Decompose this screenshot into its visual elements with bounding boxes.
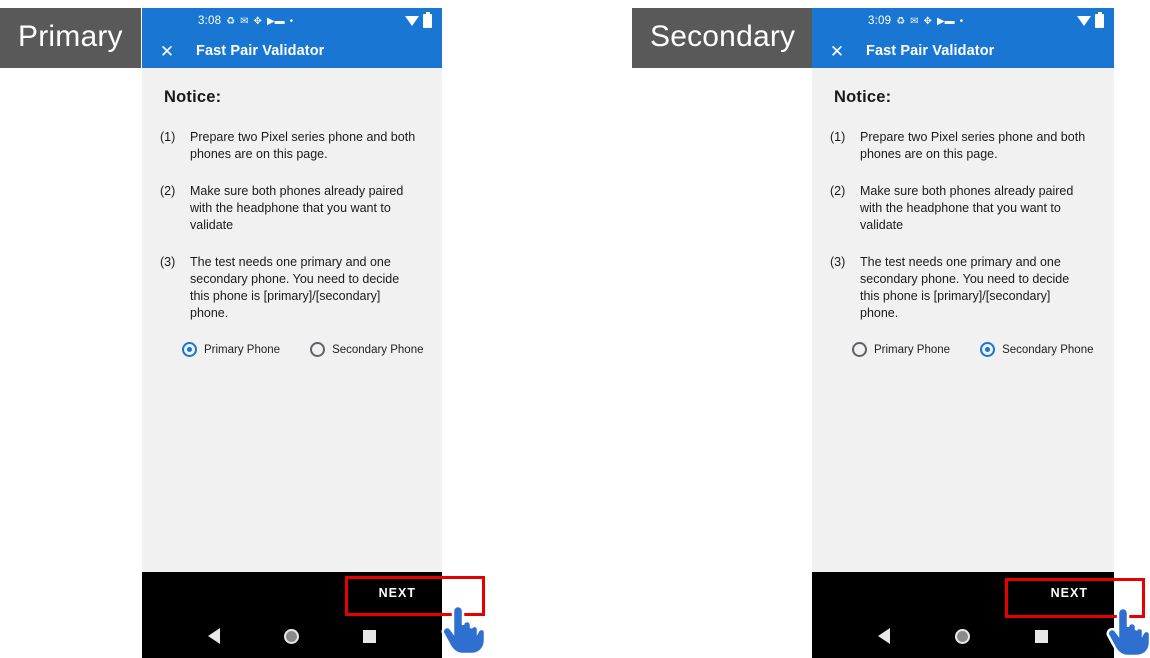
next-button[interactable]: NEXT [378, 586, 416, 600]
panel-label-text: Primary [18, 20, 123, 53]
phone-primary [142, 8, 442, 658]
step-number: (1) [160, 130, 176, 144]
recents-icon[interactable] [1035, 630, 1048, 643]
radio-button-icon[interactable] [980, 342, 995, 357]
close-icon[interactable]: ✕ [159, 41, 175, 61]
status-left-group [198, 15, 293, 27]
radio-primary-phone[interactable] [852, 342, 950, 357]
app-title: Fast Pair Validator [196, 43, 325, 59]
radio-secondary-phone[interactable] [980, 342, 1093, 357]
messages-icon: ✉ [910, 15, 919, 27]
next-row [812, 572, 1114, 614]
status-bar-secondary [812, 8, 1114, 34]
notice-step [160, 254, 424, 322]
cursor-pointer-primary [440, 598, 486, 656]
battery-icon [423, 14, 432, 28]
app-bar-secondary [812, 34, 1114, 68]
notice-step [160, 183, 424, 234]
step-text: The test needs one primary and one secondary phone. You need to decide this phone is [primary]/[secondary] phone. [860, 255, 1070, 320]
wifi-icon [405, 16, 419, 26]
step-number: (3) [830, 255, 846, 269]
status-left-group [868, 15, 963, 27]
system-navbar [142, 614, 442, 658]
panel-label-secondary [632, 8, 813, 68]
radio-label: Primary Phone [874, 343, 951, 356]
sync-icon: ♻ [226, 15, 236, 27]
bluetooth-icon: ✥ [253, 15, 262, 27]
radio-label: Secondary Phone [1002, 343, 1094, 356]
content-primary [142, 68, 442, 572]
step-number: (1) [830, 130, 846, 144]
phone-role-radio-group-secondary [830, 342, 1096, 357]
step-text: The test needs one primary and one secondary phone. You need to decide this phone is [primary]/[secondary] phone. [190, 255, 400, 320]
next-row [142, 572, 442, 614]
back-icon[interactable] [208, 628, 220, 644]
bottom-area-secondary [812, 572, 1114, 658]
status-clock: 3:09 [868, 15, 892, 27]
next-button[interactable]: NEXT [1050, 586, 1088, 600]
system-navbar [812, 614, 1114, 658]
sync-icon: ♻ [896, 15, 906, 27]
status-bar-primary [142, 8, 442, 34]
step-text: Make sure both phones already paired with the headphone that you want to validate [190, 184, 404, 232]
dot-icon: • [959, 15, 964, 27]
home-icon[interactable] [284, 629, 299, 644]
app-title: Fast Pair Validator [866, 43, 995, 59]
content-secondary [812, 68, 1114, 572]
home-icon[interactable] [955, 629, 970, 644]
step-text: Make sure both phones already paired with the headphone that you want to validate [860, 184, 1074, 232]
phone-secondary [812, 8, 1114, 658]
notice-heading: Notice: [164, 88, 222, 106]
messages-icon: ✉ [240, 15, 249, 27]
radio-button-icon[interactable] [310, 342, 325, 357]
step-text: Prepare two Pixel series phone and both phones are on this page. [860, 130, 1086, 161]
step-number: (2) [830, 184, 846, 198]
panel-label-primary [0, 8, 141, 68]
status-clock: 3:08 [198, 15, 222, 27]
status-right-group [405, 14, 432, 28]
video-icon: ▶▬ [266, 15, 285, 27]
notice-step [160, 129, 424, 163]
battery-icon [1095, 14, 1104, 28]
close-icon[interactable]: ✕ [829, 41, 845, 61]
radio-secondary-phone[interactable] [310, 342, 423, 357]
app-bar-primary [142, 34, 442, 68]
video-icon: ▶▬ [936, 15, 955, 27]
back-icon[interactable] [878, 628, 890, 644]
bluetooth-icon: ✥ [923, 15, 932, 27]
notice-heading: Notice: [834, 88, 892, 106]
status-right-group [1077, 14, 1104, 28]
bottom-area-primary [142, 572, 442, 658]
panel-label-text: Secondary [650, 20, 796, 53]
notice-step [830, 183, 1096, 234]
step-text: Prepare two Pixel series phone and both phones are on this page. [190, 130, 416, 161]
wifi-icon [1077, 16, 1091, 26]
radio-button-icon[interactable] [182, 342, 197, 357]
step-number: (2) [160, 184, 176, 198]
phone-role-radio-group-primary [160, 342, 424, 357]
dot-icon: • [289, 15, 294, 27]
radio-label: Primary Phone [204, 343, 281, 356]
notice-step [830, 254, 1096, 322]
radio-button-icon[interactable] [852, 342, 867, 357]
radio-primary-phone[interactable] [182, 342, 280, 357]
radio-label: Secondary Phone [332, 343, 424, 356]
recents-icon[interactable] [363, 630, 376, 643]
notice-step [830, 129, 1096, 163]
step-number: (3) [160, 255, 176, 269]
